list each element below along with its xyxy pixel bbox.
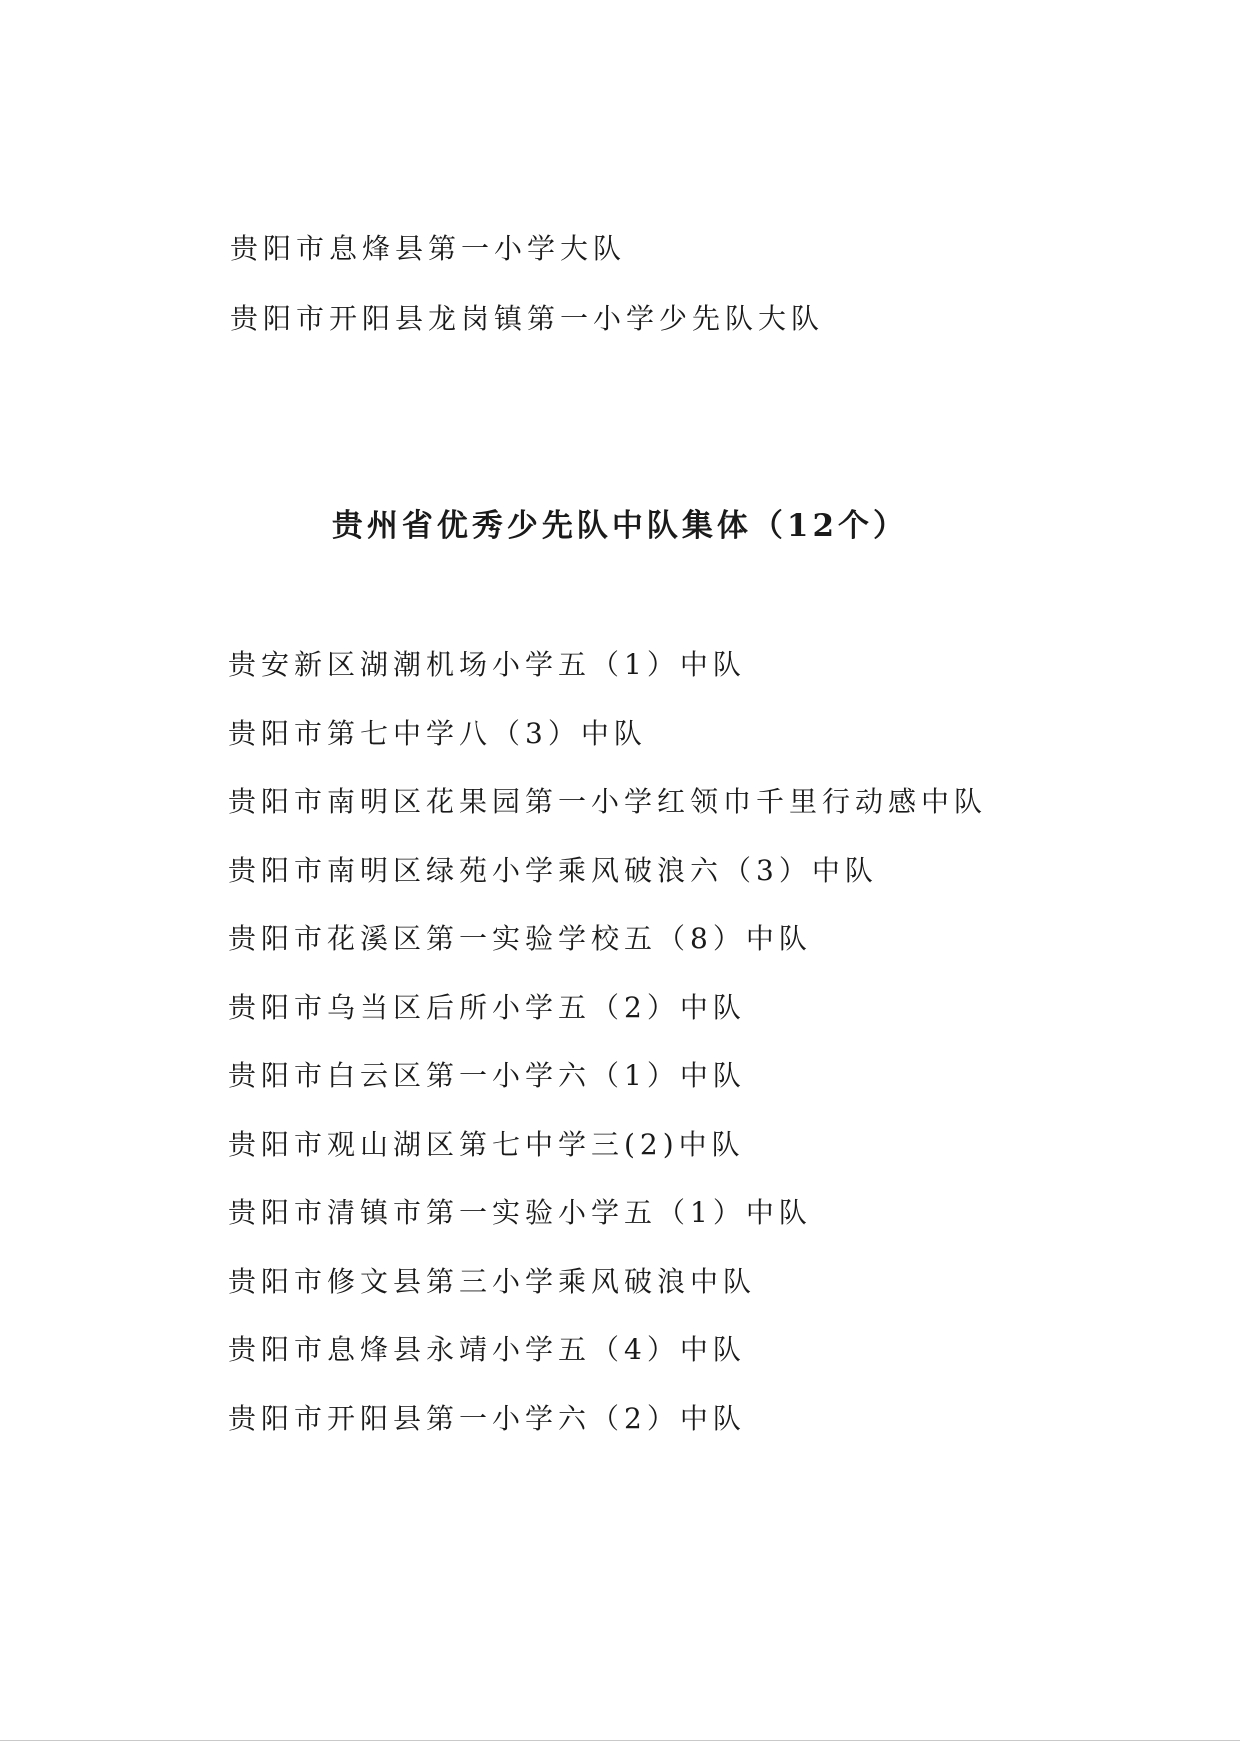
section-title: 贵州省优秀少先队中队集体（12个） (331, 508, 909, 544)
list-item: 贵阳市息烽县永靖小学五（4）中队 (228, 1333, 746, 1366)
list-item: 贵阳市开阳县第一小学六（2）中队 (228, 1401, 746, 1435)
list-item: 贵阳市观山湖区第七中学三(2)中队 (228, 1127, 745, 1161)
list-item: 贵阳市开阳县龙岗镇第一小学少先队大队 (230, 302, 825, 335)
list-item: 贵阳市南明区花果园第一小学红领巾千里行动感中队 (228, 785, 988, 818)
main-list (228, 648, 987, 1470)
list-item: 贵安新区湖潮机场小学五（1）中队 (228, 648, 746, 681)
list-item: 贵阳市清镇市第一实验小学五（1）中队 (228, 1196, 812, 1229)
page-bottom-divider (0, 1740, 1240, 1741)
top-list (230, 232, 824, 372)
list-item: 贵阳市南明区绿苑小学乘风破浪六（3）中队 (228, 853, 878, 887)
list-item: 贵阳市第七中学八（3）中队 (228, 716, 647, 750)
list-item: 贵阳市白云区第一小学六（1）中队 (228, 1059, 746, 1092)
list-item: 贵阳市修文县第三小学乘风破浪中队 (228, 1264, 757, 1298)
list-item: 贵阳市息烽县第一小学大队 (230, 232, 627, 265)
list-item: 贵阳市花溪区第一实验学校五（8）中队 (228, 922, 812, 955)
list-item: 贵阳市乌当区后所小学五（2）中队 (228, 990, 746, 1024)
